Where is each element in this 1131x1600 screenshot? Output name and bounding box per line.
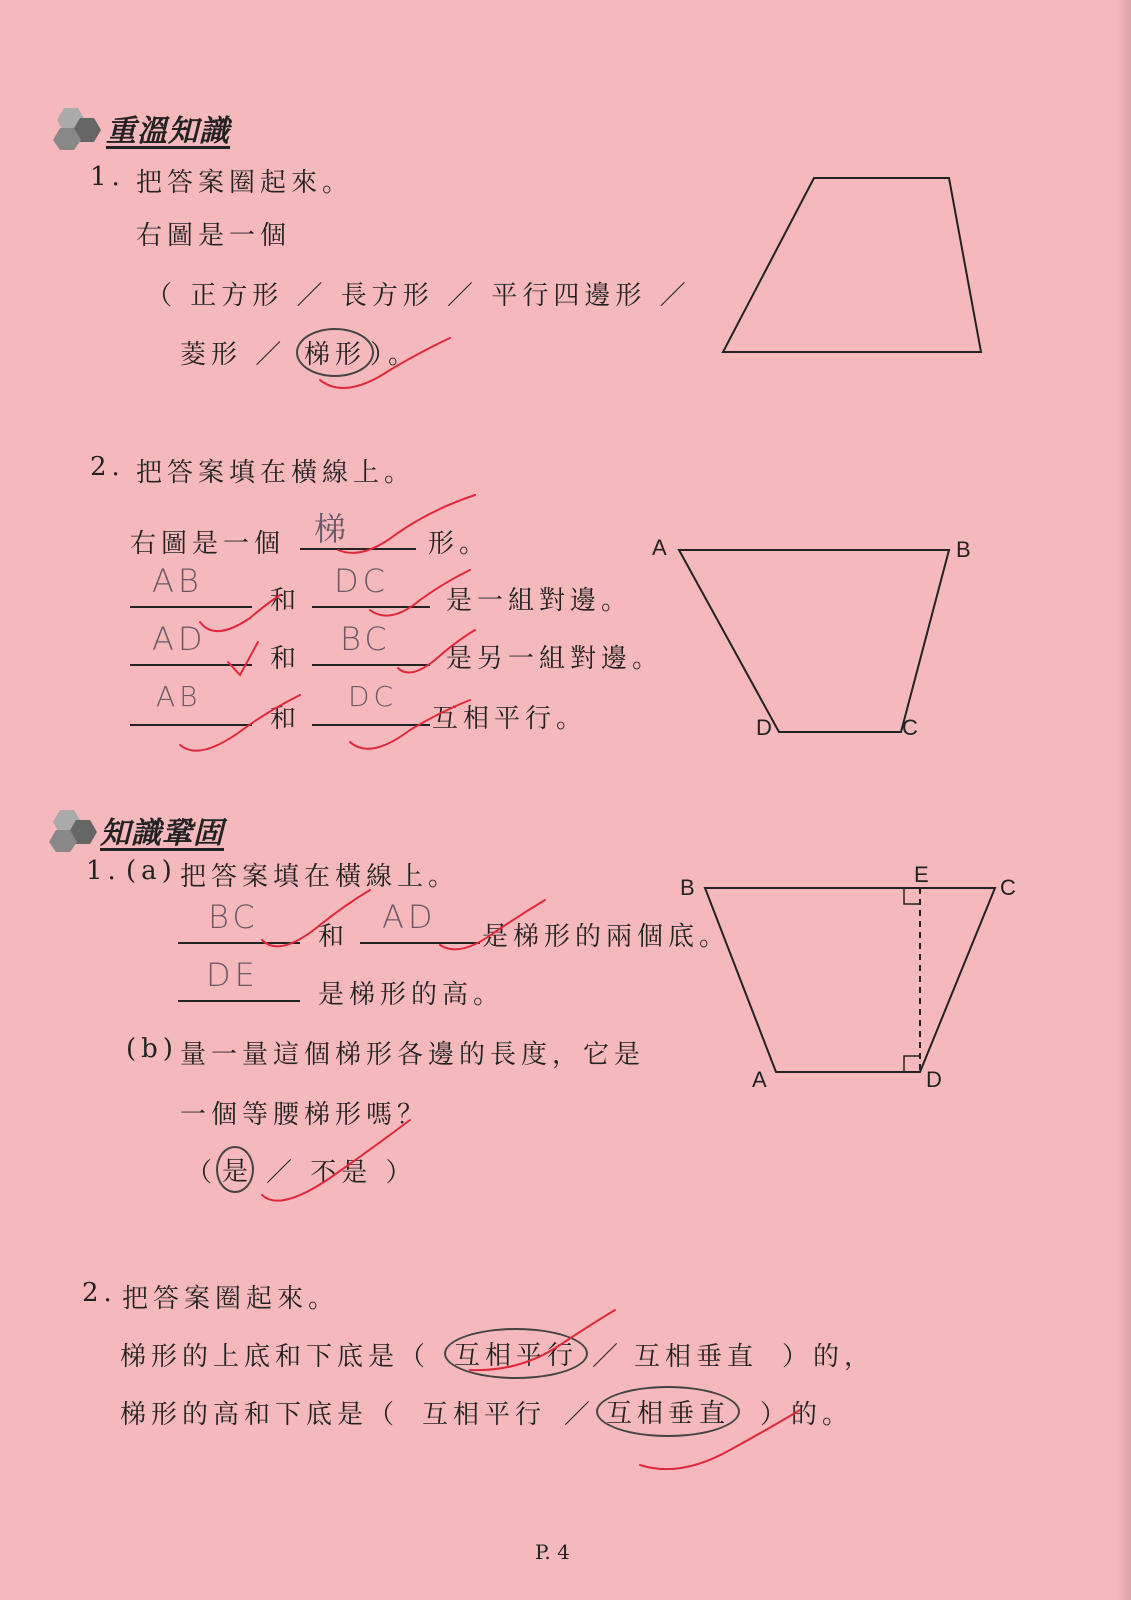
review-q2-and-2: 和 (270, 586, 302, 616)
consolidate-q2-line1-prefix: 梯形的上底和下底是（ (120, 1342, 431, 1372)
review-q2-line2-suffix: 是一組對邊。 (446, 586, 633, 616)
review-q2-blank-1 (300, 504, 416, 550)
review-q2-blank-4a (130, 680, 252, 726)
section-title-consolidate: 知識鞏固 (100, 816, 224, 851)
review-q1-option-rhombus: 菱形 ／ (180, 340, 287, 370)
consolidate-q1-answer-1b: AD (382, 898, 437, 936)
review-q2-vertex-a: A (652, 535, 667, 560)
consolidate-q2-number: 2. (82, 1278, 117, 1308)
review-q1-options: （ 正方形 ／ 長方形 ／ 平行四邊形 ／ (146, 281, 691, 311)
consolidate-q2-instruction: 把答案圈起來。 (122, 1284, 340, 1314)
consolidate-q1-part-b-open: （ (186, 1158, 218, 1188)
review-q2-blank-2b (312, 562, 430, 608)
consolidate-q1-trapezoid-figure (700, 886, 1000, 1076)
consolidate-q2-line2-prefix: 梯形的高和下底是（ (120, 1400, 400, 1430)
review-q2-number: 2. (90, 452, 125, 482)
consolidate-q1-vertex-a: A (752, 1067, 767, 1092)
consolidate-q2-line2-sep: ／ (564, 1400, 596, 1430)
review-q2-vertex-d: D (756, 715, 772, 740)
review-q2-line1-prefix: 右圖是一個 (130, 529, 286, 559)
section-hexagon-icon (46, 808, 102, 852)
page-edge-shadow (1117, 0, 1131, 1600)
consolidate-q1-and-1: 和 (318, 922, 350, 952)
consolidate-q1-line1-suffix: 是梯形的兩個底。 (482, 922, 731, 952)
review-q2-answer-3a: AD (152, 620, 207, 658)
consolidate-q2-line1-sep: ／ (592, 1342, 624, 1372)
review-q2-answer-2b: DC (334, 562, 389, 600)
consolidate-q1-part-b-circled: 是 (216, 1146, 254, 1193)
review-q2-answer-4b: DC (348, 680, 398, 713)
review-q2-vertex-c: C (902, 715, 918, 740)
review-q2-blank-4b (312, 680, 430, 726)
review-q1-close: ）。 (370, 340, 420, 370)
page-number: P. 4 (535, 1540, 570, 1564)
review-q2-answer-4a: AB (156, 680, 202, 713)
consolidate-q1-part-b-label: (b) (126, 1034, 178, 1064)
consolidate-q1-line2-suffix: 是梯形的高。 (318, 980, 505, 1010)
review-q2-trapezoid-figure (676, 548, 952, 734)
consolidate-q1-blank-2 (178, 956, 300, 1002)
consolidate-q1-part-b-rest: ／ 不是 ） (266, 1158, 417, 1188)
consolidate-q2-line1-suffix: ）的， (782, 1342, 876, 1372)
consolidate-q1-part-b-line1: 量一量這個梯形各邊的長度，它是 (180, 1040, 646, 1070)
review-q2-blank-3b (312, 620, 430, 666)
review-q1-instruction: 把答案圈起來。 (136, 168, 354, 198)
consolidate-q1-blank-1a (178, 898, 300, 944)
review-q2-vertex-b: B (956, 537, 971, 562)
consolidate-q1-part-a-label: (a) (126, 856, 177, 886)
consolidate-q1-vertex-b: B (680, 875, 695, 900)
consolidate-q1-answer-2: DE (206, 956, 259, 994)
consolidate-q2-line2-suffix: ）的。 (760, 1400, 854, 1430)
review-q2-answer-3b: BC (340, 620, 391, 658)
review-q2-line4-suffix: 互相平行。 (432, 704, 588, 734)
review-q2-line1-suffix: 形。 (428, 529, 491, 559)
review-q1-number: 1. (90, 162, 125, 192)
consolidate-q1-vertex-d: D (926, 1067, 942, 1092)
review-q2-blank-3a (130, 620, 252, 666)
section-hexagon-icon (50, 106, 106, 150)
review-q2-blank-2a (130, 562, 252, 608)
consolidate-q1-number: 1. (86, 856, 121, 886)
review-q1-circled-answer: 梯形 (296, 328, 374, 377)
consolidate-q2-line2-circled: 互相垂直 (596, 1386, 740, 1437)
consolidate-q2-line1-circled: 互相平行 (444, 1328, 588, 1379)
consolidate-q1-vertex-c: C (1000, 875, 1016, 900)
review-q2-and-3: 和 (270, 644, 302, 674)
section-title-review: 重溫知識 (106, 114, 230, 149)
consolidate-q1-part-a-instruction: 把答案填在橫線上。 (180, 862, 460, 892)
consolidate-q1-vertex-e: E (914, 862, 929, 887)
review-q2-instruction: 把答案填在橫線上。 (136, 458, 416, 488)
consolidate-q1-part-b-line2: 一個等腰梯形嗎？ (180, 1100, 429, 1130)
review-q1-line1: 右圖是一個 (136, 221, 292, 251)
review-q2-answer-1: 梯 (314, 510, 351, 548)
review-q2-and-4: 和 (270, 704, 302, 734)
consolidate-q2-line1-opt2: 互相垂直 (634, 1342, 759, 1372)
review-q2-line3-suffix: 是另一組對邊。 (446, 644, 664, 674)
consolidate-q1-answer-1a: BC (208, 898, 259, 936)
review-q2-answer-2a: AB (152, 562, 203, 600)
review-q1-trapezoid-figure (720, 175, 985, 355)
consolidate-q1-blank-1b (360, 898, 480, 944)
consolidate-q2-line2-opt1: 互相平行 (422, 1400, 547, 1430)
